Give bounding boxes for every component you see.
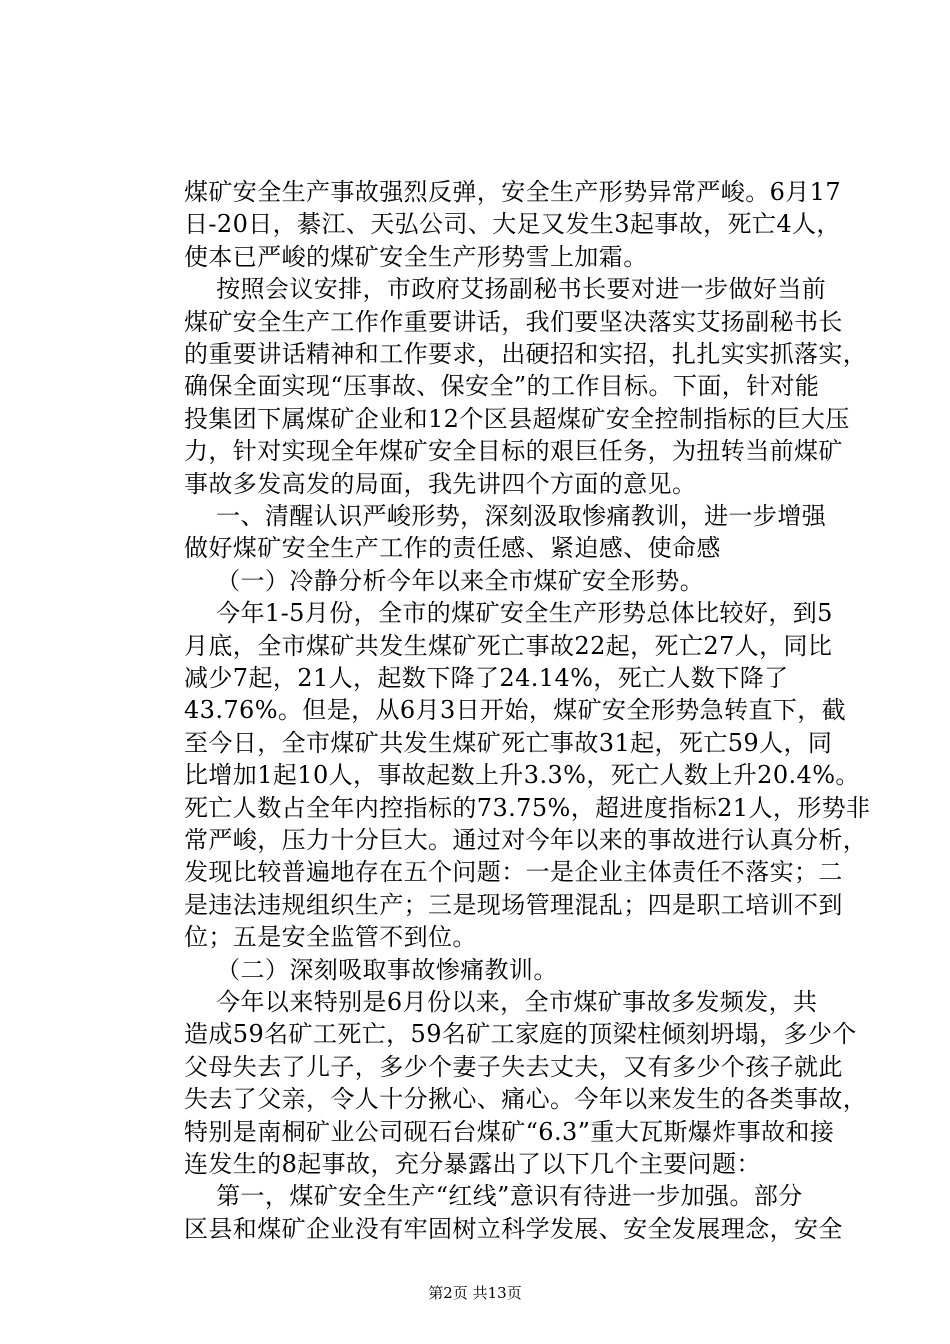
text-line: 今年以来特别是6月份以来，全市煤矿事故多发频发，共 xyxy=(184,988,818,1016)
text-line: 发现比较普遍地存在五个问题：一是企业主体责任不落实；二 xyxy=(184,858,843,887)
text-line: 减少7起，21人，起数下降了24.14%，死亡人数下降了 xyxy=(184,664,789,692)
text-line: 煤矿安全生产工作作重要讲话，我们要坚决落实艾扬副秘书长 xyxy=(184,307,843,336)
text-line: 一、清醒认识严峻形势，深刻汲取惨痛教训，进一步增强 xyxy=(184,502,827,530)
text-line: 确保全面实现“压事故、保安全”的工作目标。下面，针对能 xyxy=(184,372,820,401)
text-line: 至今日，全市煤矿共发生煤矿死亡事故31起，死亡59人，同 xyxy=(184,728,833,757)
text-line: 是违法违规组织生产；三是现场管理混乱；四是职工培训不到 xyxy=(184,890,843,919)
text-line: 事故多发高发的局面，我先讲四个方面的意见。 xyxy=(184,469,697,498)
text-line: 做好煤矿安全生产工作的责任感、紧迫感、使命感 xyxy=(184,534,721,563)
text-line: 投集团下属煤矿企业和12个区县超煤矿安全控制指标的巨大压 xyxy=(184,404,850,433)
text-line: 的重要讲话精神和工作要求，出硬招和实招，扎扎实实抓落实， xyxy=(184,340,868,368)
text-line: 造成59名矿工死亡，59名矿工家庭的顶梁柱倾刻坍塌，多少个 xyxy=(184,1020,857,1049)
text-line: 比增加1起10人，事故起数上升3.3%，死亡人数上升20.4%。 xyxy=(184,761,860,790)
text-line: 死亡人数占全年内控指标的73.75%，超进度指标21人，形势非 xyxy=(184,793,871,822)
text-line: 失去了父亲，令人十分揪心、痛心。今年以来发生的各类事故， xyxy=(184,1085,868,1114)
page-footer: 第2页 共13页 xyxy=(428,1284,522,1302)
text-line: 按照会议安排，市政府艾扬副秘书长要对进一步做好当前 xyxy=(184,275,827,304)
text-line: 今年1-5月份，全市的煤矿安全生产形势总体比较好，到5 xyxy=(184,599,833,628)
text-line: 连发生的8起事故，充分暴露出了以下几个主要问题： xyxy=(184,1150,761,1178)
text-line: 力，针对实现全年煤矿安全目标的艰巨任务，为扭转当前煤矿 xyxy=(184,437,843,466)
text-line: 位；五是安全监管不到位。 xyxy=(184,923,477,952)
text-line: 第一，煤矿安全生产“红线”意识有待进一步加强。部分 xyxy=(184,1182,803,1211)
text-line: 使本已严峻的煤矿安全生产形势雪上加霜。 xyxy=(184,242,648,271)
text-line: 父母失去了儿子，多少个妻子失去丈夫，又有多少个孩子就此 xyxy=(184,1052,843,1081)
text-line: （二）深刻吸取事故惨痛教训。 xyxy=(184,955,558,984)
text-line: （一）冷静分析今年以来全市煤矿安全形势。 xyxy=(184,566,705,595)
text-line: 常严峻，压力十分巨大。通过对今年以来的事故进行认真分析， xyxy=(184,826,868,854)
text-line: 煤矿安全生产事故强烈反弹，安全生产形势异常严峻。6月17 xyxy=(184,178,842,206)
text-line: 日-20日，綦江、天弘公司、大足又发生3起事故，死亡4人， xyxy=(184,210,841,239)
text-line: 月底，全市煤矿共发生煤矿死亡事故22起，死亡27人，同比 xyxy=(184,631,833,660)
text-line: 43.76%。但是，从6月3日开始，煤矿安全形势急转直下，截 xyxy=(184,696,847,725)
text-line: 特别是南桐矿业公司砚石台煤矿“6.3”重大瓦斯爆炸事故和接 xyxy=(184,1117,835,1146)
text-line: 区县和煤矿企业没有牢固树立科学发展、安全发展理念，安全 xyxy=(184,1214,843,1243)
